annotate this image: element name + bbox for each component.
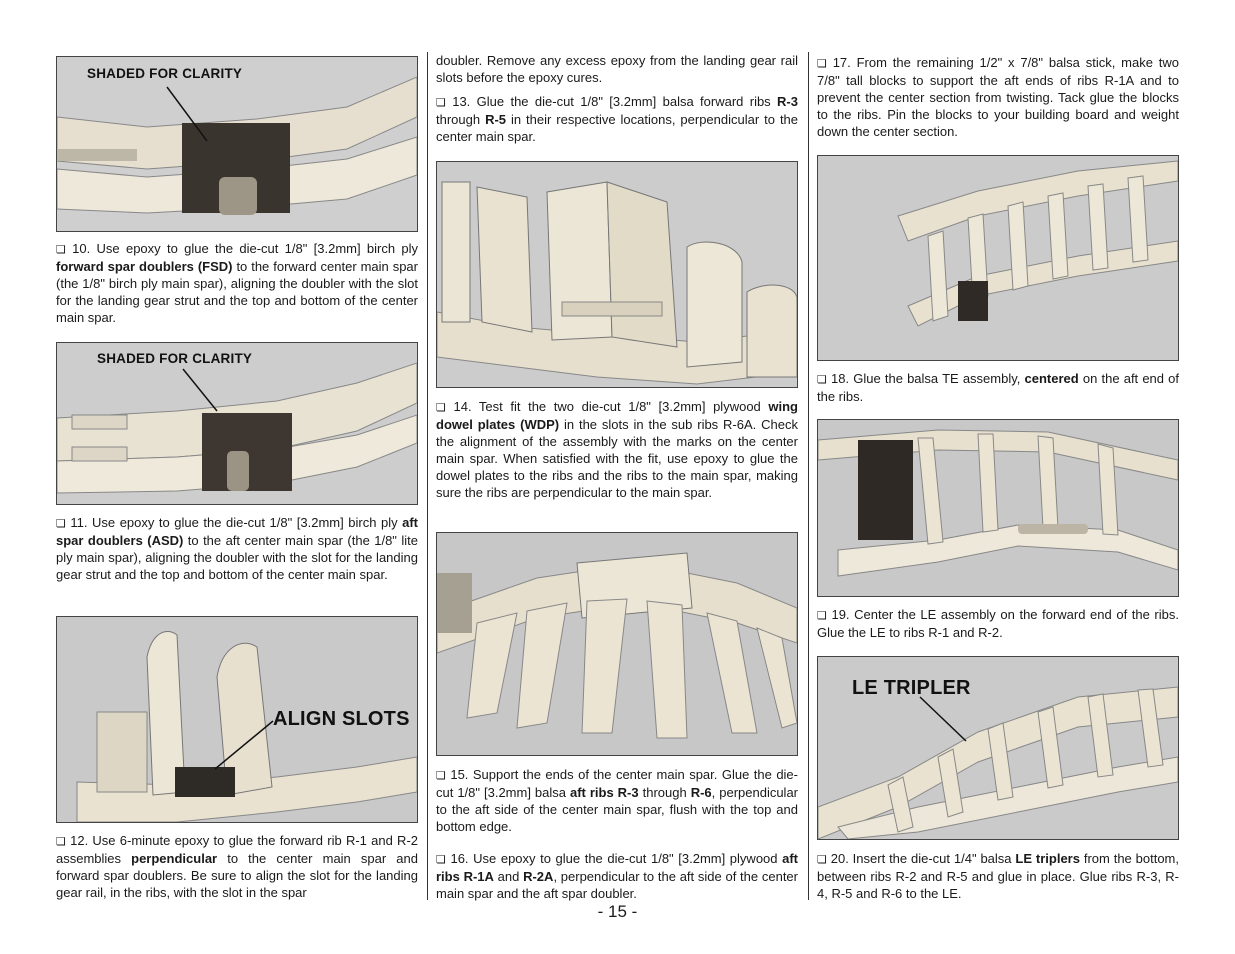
step-11-text: ❏ 11. Use epoxy to glue the die-cut 1/8" [3.2mm] birch ply aft spar doublers (ASD) to the aft center main spar (the 1/8" lite ply main spar), aligning the doubler with the slot for the landing gear strut and the top and bottom of the center main spar.	[56, 515, 418, 582]
checkbox-icon: ❏	[436, 401, 446, 414]
checkbox-icon: ❏	[56, 243, 66, 256]
checkbox-icon: ❏	[817, 373, 827, 386]
page-number: - 15 -	[597, 902, 638, 921]
step-10-text: ❏ 10. Use epoxy to glue the die-cut 1/8" [3.2mm] birch ply forward spar doublers (FSD) to the forward center main spar (the 1/8" birch ply main spar), aligning the doubler with the slot for the landing gear strut and the top and bottom of the center main spar.	[56, 241, 418, 325]
photo-align-slots	[56, 616, 418, 823]
photo-center-section-blocks	[817, 155, 1179, 361]
step-17-text: ❏ 17. From the remaining 1/2" x 7/8" balsa stick, make two 7/8" tall blocks to support the aft ends of ribs R-1A and to prevent the center section from twisting. Tack glue the blocks to the ribs. Pin the blocks to your building board and weight down the center section.	[817, 55, 1179, 139]
checkbox-icon: ❏	[56, 517, 66, 530]
checkbox-icon: ❏	[817, 609, 827, 622]
shaded-for-clarity-label: SHADED FOR CLARITY	[87, 66, 243, 81]
checkbox-icon: ❏	[56, 835, 66, 848]
column-divider	[808, 52, 809, 900]
photo-aft-ribs	[436, 532, 798, 756]
photo-te-assembly	[817, 419, 1179, 597]
step-15-text: ❏ 15. Support the ends of the center main spar. Glue the die-cut 1/8" [3.2mm] balsa aft ribs R-3 through R-6, perpendicular to the aft side of the center main spar, flush with the top and bottom edge.	[436, 767, 799, 834]
checkbox-icon: ❏	[436, 96, 446, 109]
step-12-continued-text: doubler. Remove any excess epoxy from the landing gear rail slots before the epoxy cures.	[436, 53, 798, 85]
photo-le-tripler	[817, 656, 1179, 840]
step-12-text: ❏ 12. Use 6-minute epoxy to glue the forward rib R-1 and R-2 assemblies perpendicular to the center main spar and forward spar doublers. Be sure to align the slot for the landing gear rail, in the ribs, with the slot in the spar	[56, 833, 418, 900]
photo-forward-spar-doubler	[56, 56, 418, 232]
shaded-for-clarity-label: SHADED FOR CLARITY	[97, 351, 253, 366]
step-14-text: ❏ 14. Test fit the two die-cut 1/8" [3.2mm] plywood wing dowel plates (WDP) in the slots in the sub ribs R-6A. Check the alignment of the assembly with the marks on the center main spar. When satisfied with the fit, use epoxy to glue the dowel plates to the ribs and the ribs to the main spar, making sure the ribs are perpendicular to the main spar.	[436, 399, 798, 500]
checkbox-icon: ❏	[817, 57, 827, 70]
checkbox-icon: ❏	[436, 853, 446, 866]
align-slots-label: ALIGN SLOTS	[273, 708, 410, 730]
step-16-text: ❏ 16. Use epoxy to glue the die-cut 1/8" [3.2mm] plywood aft ribs R-1A and R-2A, perpendicular to the aft side of the center main spar and the aft spar doubler.	[436, 851, 798, 901]
photo-forward-doubler-shaded	[56, 342, 418, 505]
step-18-text: ❏ 18. Glue the balsa TE assembly, centered on the aft end of the ribs.	[817, 371, 1179, 404]
checkbox-icon: ❏	[817, 853, 827, 866]
le-tripler-label: LE TRIPLER	[852, 677, 971, 699]
step-19-text: ❏ 19. Center the LE assembly on the forward end of the ribs. Glue the LE to ribs R-1 and R-2.	[817, 607, 1179, 640]
checkbox-icon: ❏	[436, 769, 446, 782]
column-divider	[427, 52, 428, 900]
photo-forward-ribs	[436, 161, 798, 388]
step-20-text: ❏ 20. Insert the die-cut 1/4" balsa LE triplers from the bottom, between ribs R-2 and R-5 and glue in place. Glue ribs R-3, R-4, R-5 and R-6 to the LE.	[817, 851, 1180, 901]
step-13-text: ❏ 13. Glue the die-cut 1/8" [3.2mm] balsa forward ribs R-3 through R-5 in their respective locations, perpendicular to the center main spar.	[436, 94, 799, 144]
